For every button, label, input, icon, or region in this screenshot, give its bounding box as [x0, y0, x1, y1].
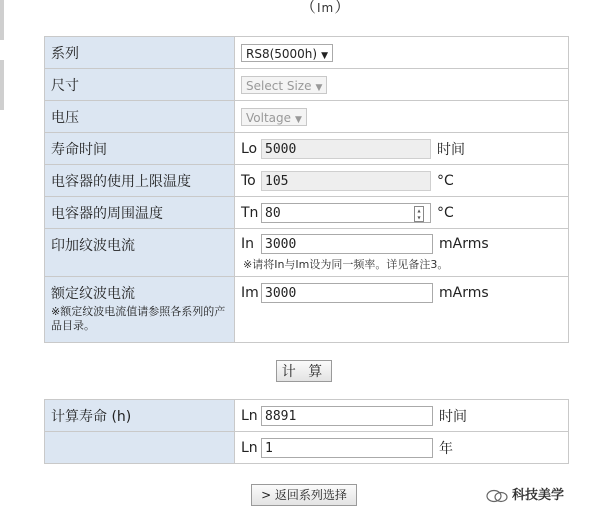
result-hours-unit: 时间 — [439, 408, 467, 425]
result-years-prefix: Ln — [241, 439, 258, 456]
size-select[interactable] — [241, 76, 327, 94]
size-label: 尺寸 — [45, 69, 235, 101]
voltage-placeholder: Voltage — [246, 110, 292, 125]
chevron-down-icon: ▼ — [295, 114, 302, 125]
applied-ripple-note: ※请将In与Im设为同一频率。详见备注3。 — [243, 258, 449, 271]
applied-ripple-label: 印加纹波电流 — [45, 229, 235, 277]
upper-temp-label: 电容器的使用上限温度 — [45, 165, 235, 197]
back-to-series-button[interactable]: > 返回系列选择 — [251, 484, 357, 506]
watermark — [486, 484, 564, 503]
lifetime-field: 5000 — [261, 139, 431, 159]
rated-ripple-unit: mArms — [439, 285, 489, 301]
chevron-down-icon: ▼ — [315, 82, 323, 93]
rated-ripple-row — [45, 277, 569, 343]
lifetime-prefix: Lo — [241, 140, 258, 157]
ambient-temp-label: 电容器的周围温度 — [45, 197, 235, 229]
result-years-row — [45, 432, 569, 464]
voltage-label: 电压 — [45, 101, 235, 133]
upper-temp-row — [45, 165, 569, 197]
subscript-im: Im — [317, 1, 335, 15]
input-form-table — [44, 36, 569, 343]
wechat-icon — [486, 489, 508, 503]
ambient-temp-row — [45, 197, 569, 229]
series-label: 系列 — [45, 37, 235, 69]
spinner-icon[interactable]: ▴ ▾ — [414, 206, 424, 222]
lifetime-row — [45, 133, 569, 165]
applied-ripple-input[interactable]: 3000 — [261, 234, 433, 254]
applied-ripple-row — [45, 229, 569, 277]
series-select[interactable] — [241, 44, 333, 62]
rated-ripple-prefix: Im — [241, 285, 259, 301]
voltage-row — [45, 101, 569, 133]
applied-ripple-prefix: In — [241, 236, 255, 252]
result-hours-field: 8891 — [261, 406, 433, 426]
upper-temp-unit: °C — [437, 172, 454, 189]
calculate-button[interactable]: 计 算 — [276, 360, 332, 382]
ambient-temp-value: 80 — [265, 205, 281, 221]
upper-temp-prefix: To — [241, 172, 256, 189]
upper-temp-field: 105 — [261, 171, 431, 191]
rated-ripple-label-note: ※额定纹波电流值请参照各系列的产品目录。 — [51, 305, 226, 332]
result-empty-label — [45, 432, 235, 464]
paren-open: （ — [300, 0, 318, 16]
result-years-field: 1 — [261, 438, 433, 458]
result-hours-prefix: Ln — [241, 407, 258, 424]
left-edge-bar — [0, 60, 4, 110]
lifetime-unit: 时间 — [437, 141, 465, 158]
result-table — [44, 399, 569, 464]
lifetime-label: 寿命时间 — [45, 133, 235, 165]
header-fragment — [300, 0, 351, 17]
chevron-down-icon: ▼ — [321, 50, 329, 61]
paren-close: ） — [334, 0, 352, 16]
ambient-temp-input[interactable] — [261, 203, 431, 223]
applied-ripple-unit: mArms — [439, 236, 489, 252]
size-row — [45, 69, 569, 101]
rated-ripple-input[interactable]: 3000 — [261, 283, 433, 303]
ambient-temp-prefix: Tn — [241, 204, 259, 221]
series-selected-value: RS8(5000h) — [246, 46, 318, 61]
watermark-text: 科技美学 — [512, 488, 565, 503]
result-hours-row — [45, 400, 569, 432]
ambient-temp-unit: °C — [437, 204, 454, 221]
series-row — [45, 37, 569, 69]
voltage-select[interactable] — [241, 108, 307, 126]
rated-ripple-label: 额定纹波电流 — [51, 286, 135, 302]
result-label: 计算寿命 (h) — [45, 400, 235, 432]
left-edge-bar — [0, 0, 4, 40]
result-years-unit: 年 — [439, 440, 453, 457]
size-placeholder: Select Size — [246, 78, 312, 93]
